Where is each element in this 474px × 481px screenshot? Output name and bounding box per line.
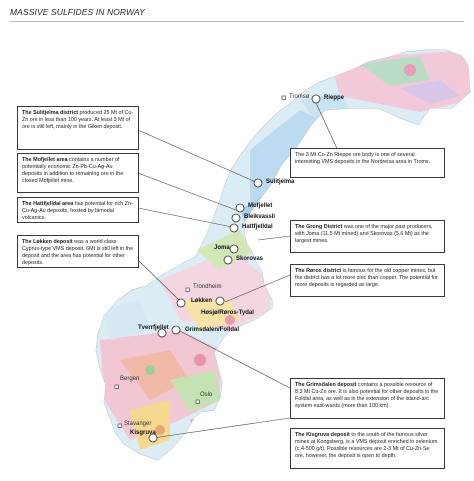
- lokken-marker[interactable]: [177, 299, 185, 307]
- label-lokken: Løkken: [191, 298, 213, 304]
- label-hattfjelldal: Hattfjelldal: [242, 224, 273, 230]
- skorovas-marker[interactable]: [224, 256, 232, 264]
- callout-lokken: [17, 235, 139, 268]
- callout-hattfjelldal: [17, 197, 139, 223]
- label-joma: Joma: [214, 245, 230, 251]
- hattfjelldal-marker[interactable]: [230, 224, 238, 232]
- label-tverrfjellet: Tverrfjellet: [138, 325, 169, 331]
- label-hoesjo: Høsjø/Røros-Tydal: [201, 310, 254, 316]
- callout-hattfjelldal-text: has potential for rich Zn-Cu-Ag-Au deposits, hosted by bimodal volcanics.: [22, 201, 133, 221]
- sulitjelma-marker[interactable]: [254, 179, 262, 187]
- callout-grimsdalen-text: contains a possible resource of 8.3 Mt Cu-Zn ore. It is also potential for other deposits in the Folldal area, as well as in the extension of the island-arc system east-wards (more than 100 km).: [295, 382, 439, 409]
- label-oslo: Oslo: [200, 392, 213, 398]
- callout-mofjellet-text: contains a number of potentially economic Zn-Pb-Cu-Ag-Au deposits in addition to remaining ore in the closed Mofjellet mine.: [22, 157, 124, 184]
- label-mofjellet: Mofjellet: [248, 203, 273, 209]
- callout-lokken-text: was a world class Cyprus-type VMS deposit. 6Mt is still left in the deposit and the area has potential for other deposits.: [22, 239, 134, 266]
- callout-rieppe-text: The 3 Mt Cu-Zn Rieppe ore body is one of several interesting VMS deposits in the Nordreisa area in Troms.: [295, 152, 431, 165]
- callout-lokken-lead: The Løkken deposit: [22, 239, 73, 245]
- stavanger-marker[interactable]: [118, 424, 122, 428]
- label-stavanger: Stavanger: [124, 421, 152, 427]
- bergen-marker[interactable]: [115, 385, 119, 389]
- callout-kisgruva-text: to the south of the famous silver mines at Kongsberg, is a VMS deposit enriched in selenium (c.4-500 g/t). Possible resources are 2-3 Mt of Cu-Zn-Se ore, however, the deposit is open to depth.: [295, 432, 438, 459]
- label-trondheim: Trondheim: [193, 284, 222, 290]
- label-tromso: Tromsø: [289, 94, 310, 100]
- tromso-marker[interactable]: [282, 96, 286, 100]
- label-skorovas: Skorovas: [236, 256, 264, 262]
- label-rieppe: Rieppe: [324, 95, 345, 101]
- callout-roros: [290, 264, 445, 297]
- callout-kisgruva-lead: The Kisgruva deposit: [295, 432, 350, 438]
- callout-grong-text: was one of the major past producers, with Joma (11.5 Mt mined) and Skorovas (5.6 Mt) as the largest mines.: [295, 224, 433, 244]
- callout-roros-text: is famous for the old copper mines, but the district has a lot more zinc than copper. The potential for more deposits is regarded as large.: [295, 268, 438, 288]
- callout-sulitjelma-lead: The Sulitjelma district: [22, 110, 79, 116]
- callout-sulitjelma-text: produced 25 Mt of Cu-Zn ore in less than 100 years. At least 5 Mt of ore is still left, mainly in the Giken deposit.: [22, 110, 134, 130]
- leader-mofjellet: [138, 173, 236, 210]
- callout-kisgruva: [290, 428, 445, 469]
- label-kisgruva: Kisgruva: [130, 430, 156, 436]
- label-grimsdalen: Grimsdalen/Folldal: [185, 327, 240, 333]
- grimsdalen-marker[interactable]: [172, 326, 180, 334]
- callout-grong: [290, 220, 445, 253]
- oslo-marker[interactable]: [196, 400, 200, 404]
- leader-grong: [258, 236, 290, 240]
- callout-mofjellet-lead: The Mofjellet area: [22, 157, 68, 163]
- callout-mofjellet: [17, 153, 139, 193]
- map-title: MASSIVE SULFIDES IN NORWAY: [10, 7, 145, 17]
- callout-grong-lead: The Grong District: [295, 224, 343, 230]
- callout-hattfjelldal-lead: The Hattfjelldal area: [22, 201, 74, 207]
- mofjellet-marker[interactable]: [236, 204, 244, 212]
- callout-grimsdalen: [290, 378, 445, 419]
- joma-marker[interactable]: [230, 245, 238, 253]
- label-bleikvassli: Bleikvassli: [244, 214, 276, 220]
- rieppe-marker[interactable]: [312, 95, 320, 103]
- trondheim-marker[interactable]: [186, 288, 190, 292]
- label-bergen: Bergen: [120, 376, 140, 382]
- hoesjo-marker[interactable]: [216, 297, 224, 305]
- callout-sulitjelma: [17, 106, 139, 150]
- callout-roros-lead: The Røros district: [295, 268, 342, 274]
- callout-rieppe: [290, 148, 445, 178]
- label-sulitjelma: Sulitjelma: [266, 179, 295, 185]
- bleikvassli-marker[interactable]: [232, 214, 240, 222]
- callout-grimsdalen-lead: The Grimsdalen deposit: [295, 382, 357, 388]
